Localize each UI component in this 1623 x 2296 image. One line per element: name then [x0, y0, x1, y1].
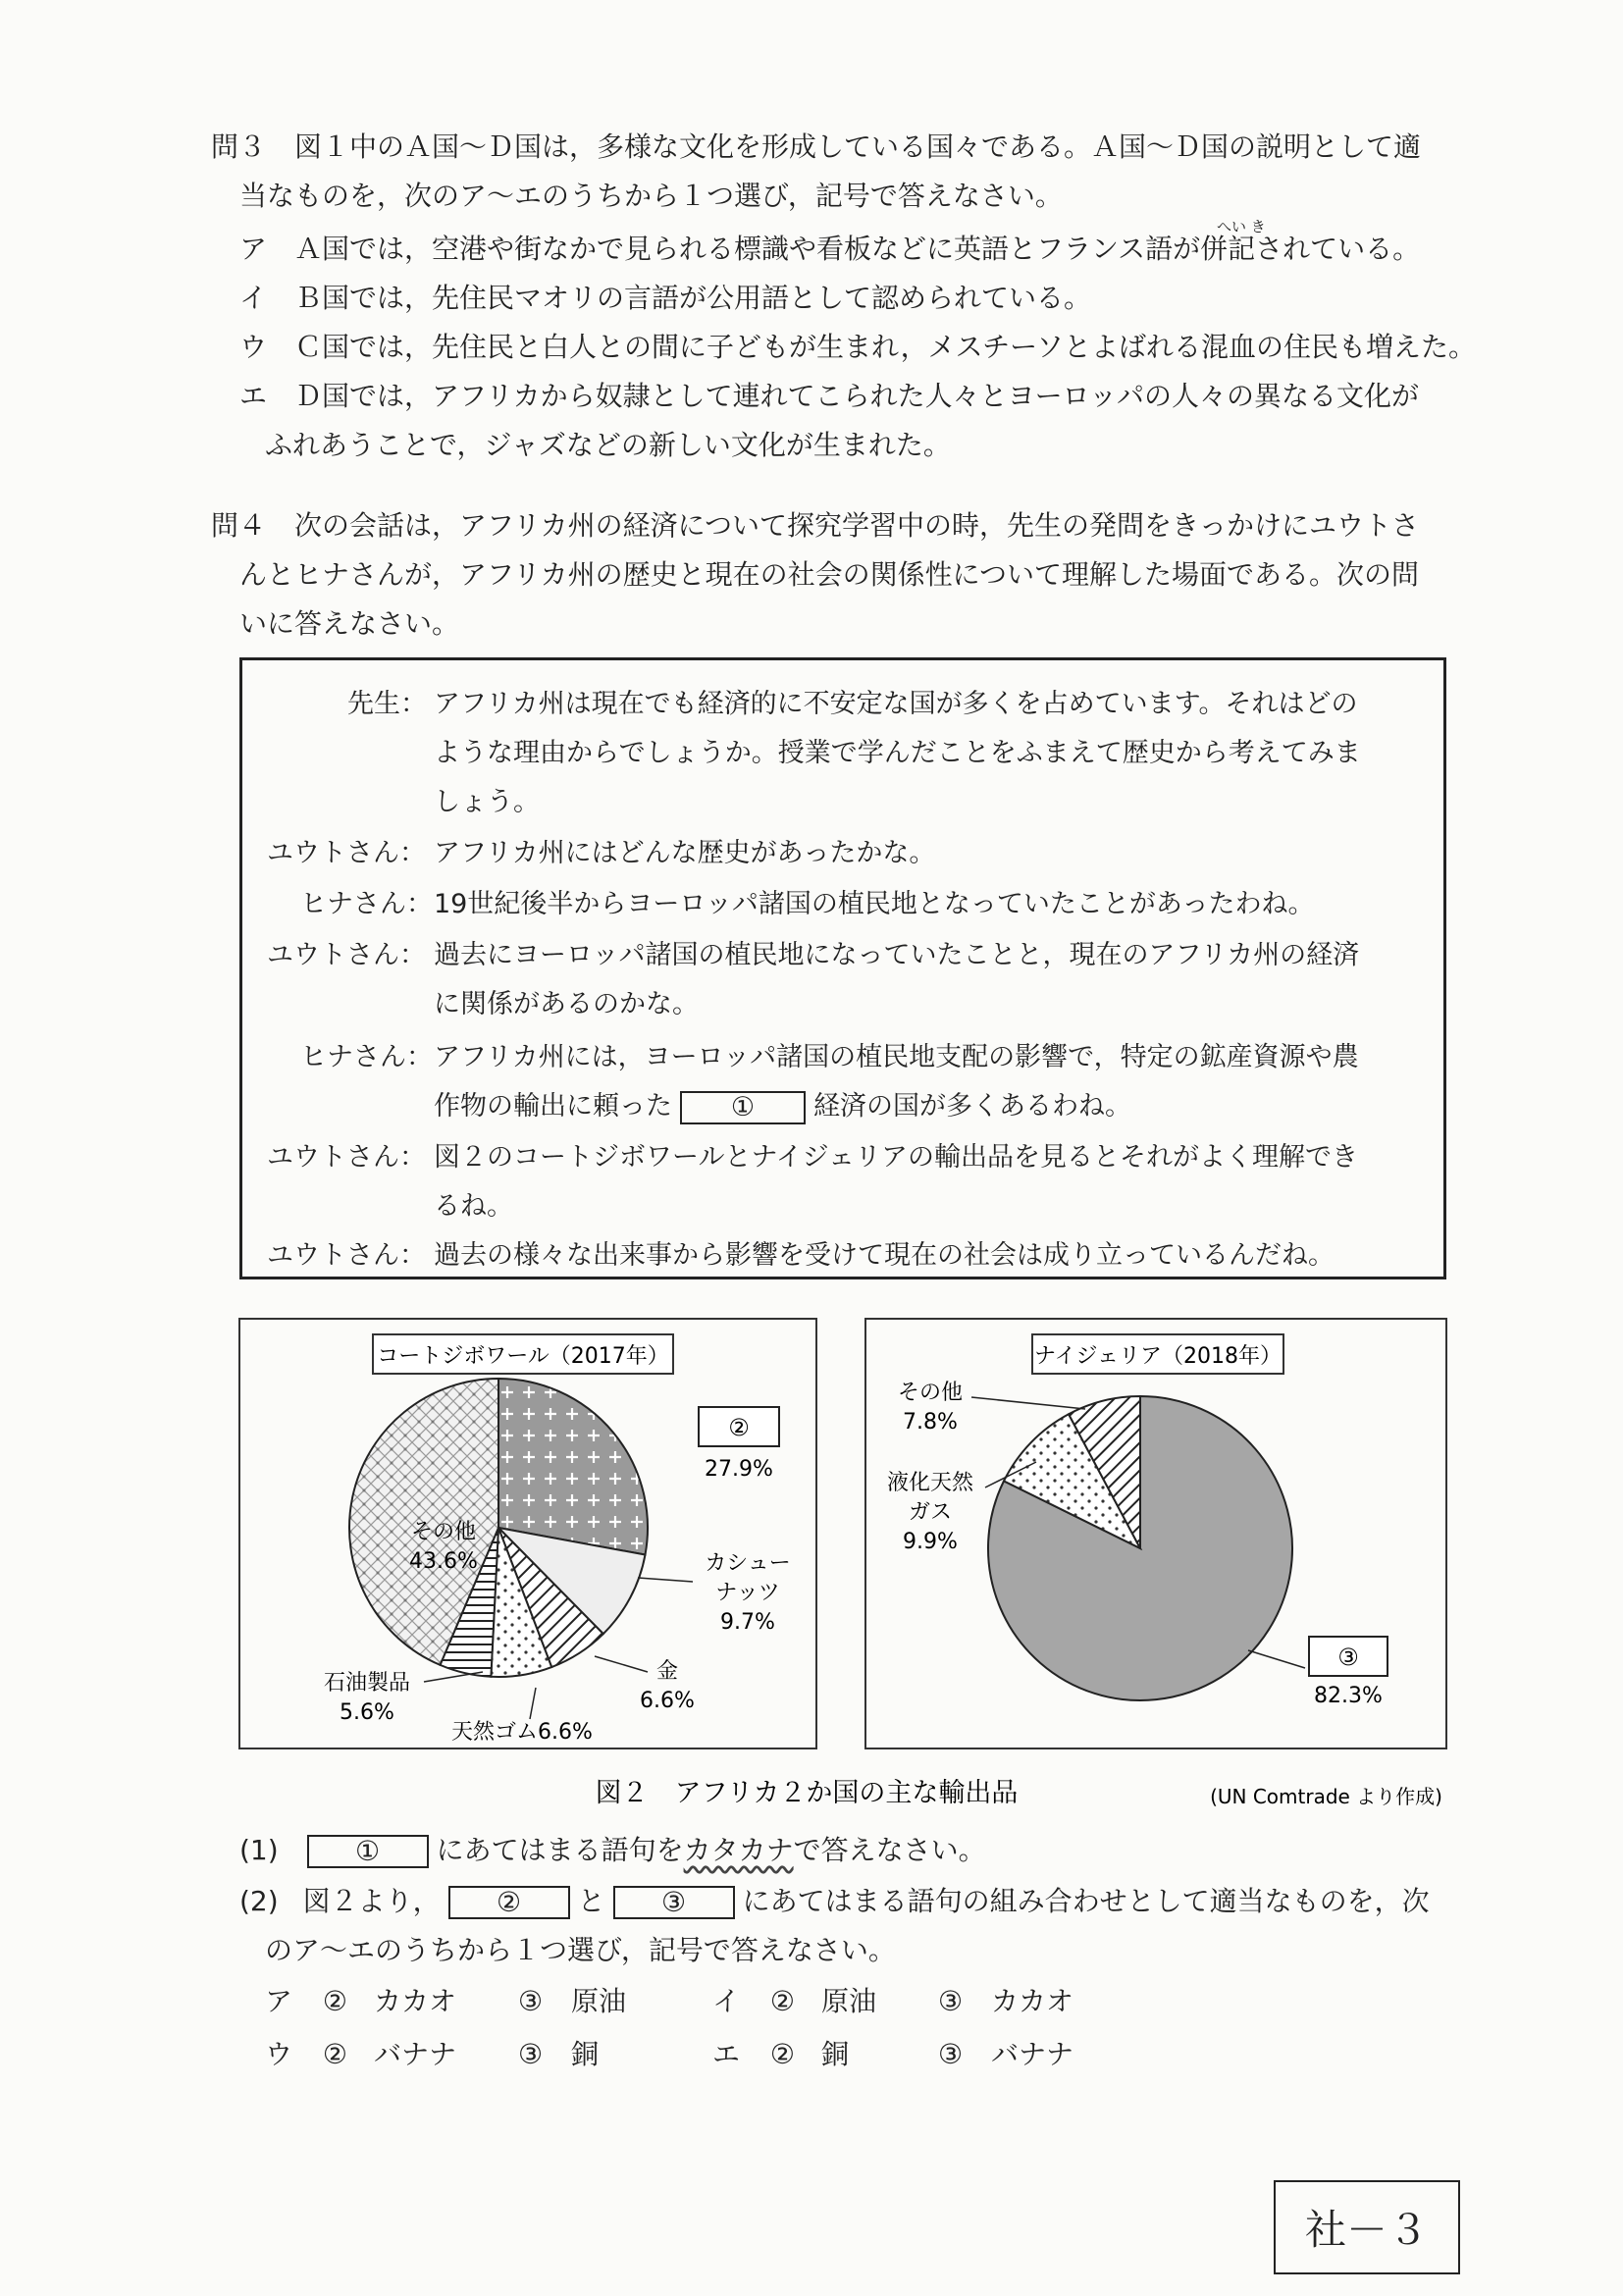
page-number-box [1274, 2180, 1460, 2274]
label-oil-products-value: 5.6% [340, 1700, 394, 1725]
choice-c-a-value: バナナ [373, 2038, 456, 2070]
choice-b-a: ② [769, 1985, 796, 2017]
label-rubber: 天然ゴム6.6% [451, 1720, 593, 1745]
q3-option-b-text: Ｂ国では，先住民マオリの言語が公用語として認められている。 [294, 282, 1092, 314]
ruby-heiki: へい き [1217, 218, 1266, 235]
leader-gold [595, 1656, 648, 1672]
hina-line1: 19世紀後半からヨーロッパ諸国の植民地となっていたことがあったわね。 [434, 889, 1315, 919]
q3-option-d-mark: エ [239, 380, 268, 412]
label-other-ci-value: 43.6% [409, 1549, 478, 1574]
label-other-ci: その他 [410, 1520, 477, 1544]
q3-option-c-text: Ｃ国では，先住民と白人との間に子どもが生まれ，メスチーソとよばれる混血の住民も増えた。 [294, 331, 1477, 363]
label-2: ② [728, 1414, 750, 1441]
choice-d-b-value: バナナ [991, 2038, 1074, 2070]
q4-stem-line1: 次の会話は，アフリカ州の経済について探究学習中の時，先生の発問をきっかけにユウトさ [294, 509, 1420, 542]
speaker-hina: ヒナさん： [300, 1042, 433, 1072]
choice-c-a: ② [322, 2038, 348, 2070]
pie-slice-pie1-0 [498, 1379, 648, 1555]
chart-title-nigeria: ナイジェリア（2018年） [1033, 1344, 1283, 1369]
q3-stem-line2: 当なものを，次のア～エのうちから１つ選び，記号で答えなさい。 [239, 180, 1063, 212]
label-other-ng: その他 [897, 1381, 964, 1405]
label-3: ③ [1337, 1644, 1359, 1671]
choice-b-b: ③ [938, 1985, 964, 2017]
speaker-teacher: 先生： [347, 689, 427, 719]
label-gold: 金 [655, 1659, 679, 1684]
teacher-line1: アフリカ州は現在でも経済的に不安定な国が多くを占めています。それはどの [434, 689, 1358, 719]
sub2-number: (2) [239, 1885, 279, 1917]
speaker-hina: ヒナさん： [300, 889, 433, 919]
label-cashew-2: ナッツ [715, 1581, 780, 1605]
q3-option-d-text: Ｄ国では，アフリカから奴隷として連れてこられた人々とヨーロッパの人々の異なる文化が [294, 380, 1420, 412]
chart-title-cote-divoire: コートジボワール（2017年） [377, 1344, 669, 1369]
choice-b-a-value: 原油 [820, 1985, 876, 2017]
choice-b-mark: イ [712, 1985, 741, 2017]
q3-option-b-mark: イ [239, 282, 268, 314]
q4-label: 問４ [211, 509, 267, 542]
sub2-row1 [239, 1884, 1430, 1919]
sub1-row [239, 1833, 986, 1868]
sub2-box-2: ② [448, 1886, 570, 1919]
teacher-line3: しょう。 [434, 787, 540, 817]
blank-box-1: ① [680, 1091, 806, 1124]
hina-line2b-head: 作物の輸出に頼った [434, 1091, 672, 1122]
q3-option-a-text: Ａ国では，空港や街なかで見られる標識や看板などに英語とフランス語が併記されている。 [294, 233, 1421, 265]
yuto-line2b: に関係があるのかな。 [434, 989, 699, 1019]
choice-d-mark: エ [712, 2038, 741, 2070]
label-lng-value: 9.9% [903, 1530, 958, 1554]
choice-d-a-value: 銅 [820, 2038, 849, 2070]
choice-c-mark: ウ [265, 2038, 293, 2070]
yuto-line2a: 過去にヨーロッパ諸国の植民地になっていたことと，現在のアフリカ州の経済 [434, 940, 1360, 970]
sub2-box-3: ③ [613, 1886, 735, 1919]
label-2-value: 27.9% [705, 1457, 773, 1482]
sub1-emphasis-katakana: カタカナ [683, 1834, 794, 1866]
choice-a-a-value: カカオ [373, 1985, 456, 2017]
choice-c-b-value: 銅 [571, 2038, 600, 2070]
sub1-text-b: で答えなさい。 [793, 1834, 986, 1866]
sub1-text-a: にあてはまる語句を [436, 1834, 684, 1866]
leader-oil-products [424, 1672, 483, 1682]
choice-a-b: ③ [518, 1985, 544, 2017]
label-3-value: 82.3% [1314, 1684, 1383, 1708]
leader-cashew [638, 1578, 693, 1582]
label-lng-2: ガス [908, 1500, 953, 1525]
label-lng-1: 液化天然 [886, 1471, 974, 1495]
q3-option-d-continuation: ふれあうことで，ジャズなどの新しい文化が生まれた。 [265, 429, 951, 461]
choice-d-a: ② [769, 2038, 796, 2070]
sub2-row2: のア～エのうちから１つ選び，記号で答えなさい。 [265, 1934, 896, 1966]
yuto-line3b: るね。 [434, 1191, 513, 1222]
hina-line2a: アフリカ州には，ヨーロッパ諸国の植民地支配の影響で，特定の鉱産資源や農 [434, 1042, 1359, 1072]
q3-option-c-mark: ウ [239, 331, 268, 363]
q3-label: 問３ [211, 130, 267, 163]
leader-rubber [530, 1688, 536, 1719]
speaker-yuto: ユウトさん： [267, 940, 426, 970]
choice-c [265, 2037, 600, 2072]
speaker-yuto: ユウトさん： [267, 1142, 426, 1173]
leader-other-ng [971, 1397, 1085, 1409]
hina-line2b-tail: 経済の国が多くあるわね。 [813, 1091, 1131, 1122]
yuto-line4: 過去の様々な出来事から影響を受けて現在の社会は成り立っているんだね。 [434, 1240, 1335, 1271]
figure-caption: 図２ アフリカ２か国の主な輸出品 [595, 1778, 1019, 1808]
choice-d-b: ③ [938, 2038, 964, 2070]
choice-b-b-value: カカオ [991, 1985, 1074, 2017]
q4-stem-line2: んとヒナさんが，アフリカ州の歴史と現在の社会の関係性について理解した場面である。次の問 [239, 558, 1420, 591]
label-gold-value: 6.6% [640, 1689, 695, 1713]
figure-source: (UN Comtrade より作成) [1210, 1785, 1442, 1808]
sub1-number: (1) [239, 1834, 279, 1866]
teacher-line2: ような理由からでしょうか。授業で学んだことをふまえて歴史から考えてみま [434, 738, 1361, 768]
q3-stem-line1: 図１中のＡ国～Ｄ国は，多様な文化を形成している国々である。Ａ国～Ｄ国の説明として適 [294, 130, 1422, 163]
choice-a-b-value: 原油 [571, 1985, 627, 2017]
q3-option-a-mark: ア [239, 233, 268, 265]
choice-a-a: ② [322, 1985, 348, 2017]
choice-c-b: ③ [518, 2038, 544, 2070]
q4-stem-line3: いに答えなさい。 [239, 607, 460, 640]
choice-a-mark: ア [265, 1985, 293, 2017]
label-cashew-1: カシュー [705, 1551, 791, 1576]
label-other-ng-value: 7.8% [903, 1410, 958, 1435]
yuto-line1: アフリカ州にはどんな歴史があったかな。 [434, 838, 936, 868]
sub1-box-1: ① [307, 1835, 429, 1868]
pie-nigeria [988, 1396, 1292, 1700]
sub2-to: と [577, 1885, 605, 1917]
leader-3 [1248, 1650, 1305, 1668]
pie-cote-divoire [349, 1379, 648, 1677]
sub2-text: にあてはまる語句の組み合わせとして適当なものを，次 [742, 1885, 1430, 1917]
speaker-yuto: ユウトさん： [267, 1240, 426, 1271]
yuto-line3a: 図２のコートジボワールとナイジェリアの輸出品を見るとそれがよく理解でき [434, 1142, 1359, 1173]
label-oil-products: 石油製品 [323, 1671, 411, 1696]
sub2-prefix: 図２より， [302, 1885, 441, 1917]
choice-a [265, 1984, 627, 2019]
page-number: 社－３ [1304, 2206, 1429, 2254]
label-cashew-value: 9.7% [720, 1610, 775, 1635]
choice-b [712, 1984, 1074, 2019]
speaker-yuto: ユウトさん： [267, 838, 426, 868]
choice-d [712, 2037, 1074, 2072]
